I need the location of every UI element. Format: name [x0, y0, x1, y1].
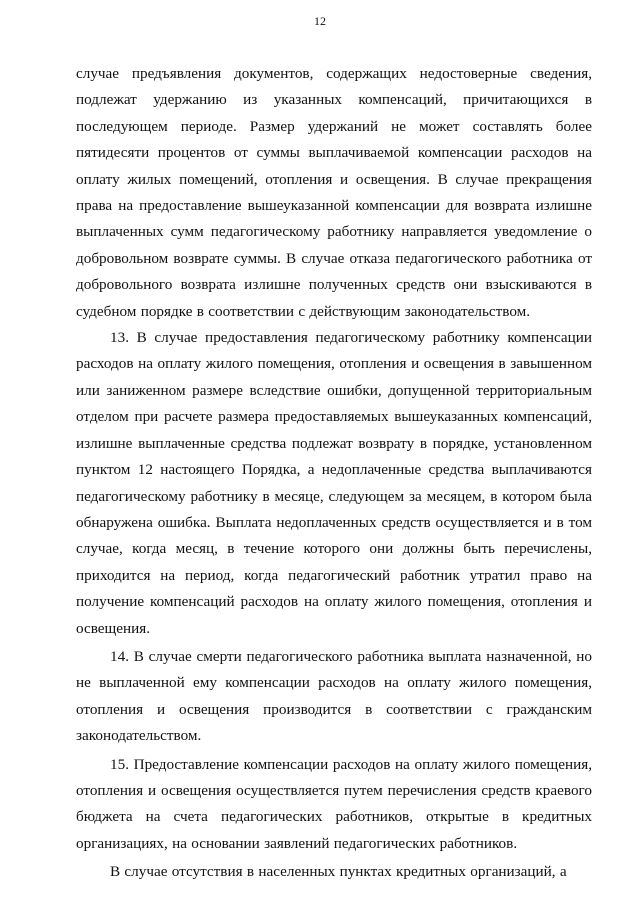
document-body: [76, 61, 592, 886]
paragraph-item-14: 14. В случае смерти педагогического работника выплата назначенной, но не выплаченной ему компенсации расходов на оплату жилого помещения, отопления и освещения производится в соответствии с гражданским законодательством.: [76, 647, 592, 745]
paragraph-item-15: 15. Предоставление компенсации расходов на оплату жилого помещения, отопления и освещения осуществляется путем перечисления средств краевого бюджета на счета педагогических работников, открытые в кредитных организациях, на основании заявлений педагогических работников.: [76, 755, 592, 852]
paragraph-final-line: В случае отсутствия в населенных пунктах кредитных организаций, а: [110, 863, 567, 881]
paragraph-item-13: 13. В случае предоставления педагогическому работнику компенсации расходов на оплату жилого помещения, отопления и освещения в завышенном или заниженном размере вследствие ошибки, допущенной территориальным отделом при расчете размера предоставляемых вышеуказанных компенсаций, излишне выплаченные средства подлежат возврату в порядке, установленном пунктом 12 настоящего Порядка, а недоплаченные средства выплачиваются педагогическому работнику в месяце, следующем за месяцем, в котором была обнаружена ошибка. Выплата недоплаченных средств осуществляется и в том случае, когда месяц, в течение которого они должны быть перечислены, приходится на период, когда педагогический работник утратил право на получение компенсаций расходов на оплату жилого помещения, отопления и освещения.: [76, 329, 592, 637]
paragraph-continuation: случае предъявления документов, содержащих недостоверные сведения, подлежат удержанию из указанных компенсаций, причитающихся в последующем периоде. Размер удержаний не может составлять более пятидесяти процентов от суммы выплачиваемой компенсации расходов на оплату жилых помещений, отопления и освещения. В случае прекращения права на предоставление вышеуказанной компенсации для возврата излишне выплаченных сумм педагогическому работнику направляется уведомление о добровольном возврате суммы. В случае отказа педагогического работника от добровольного возврата излишне полученных средств они взыскиваются в судебном порядке в соответствии с действующим законодательством.: [76, 65, 592, 320]
page-number: 12: [314, 14, 326, 28]
